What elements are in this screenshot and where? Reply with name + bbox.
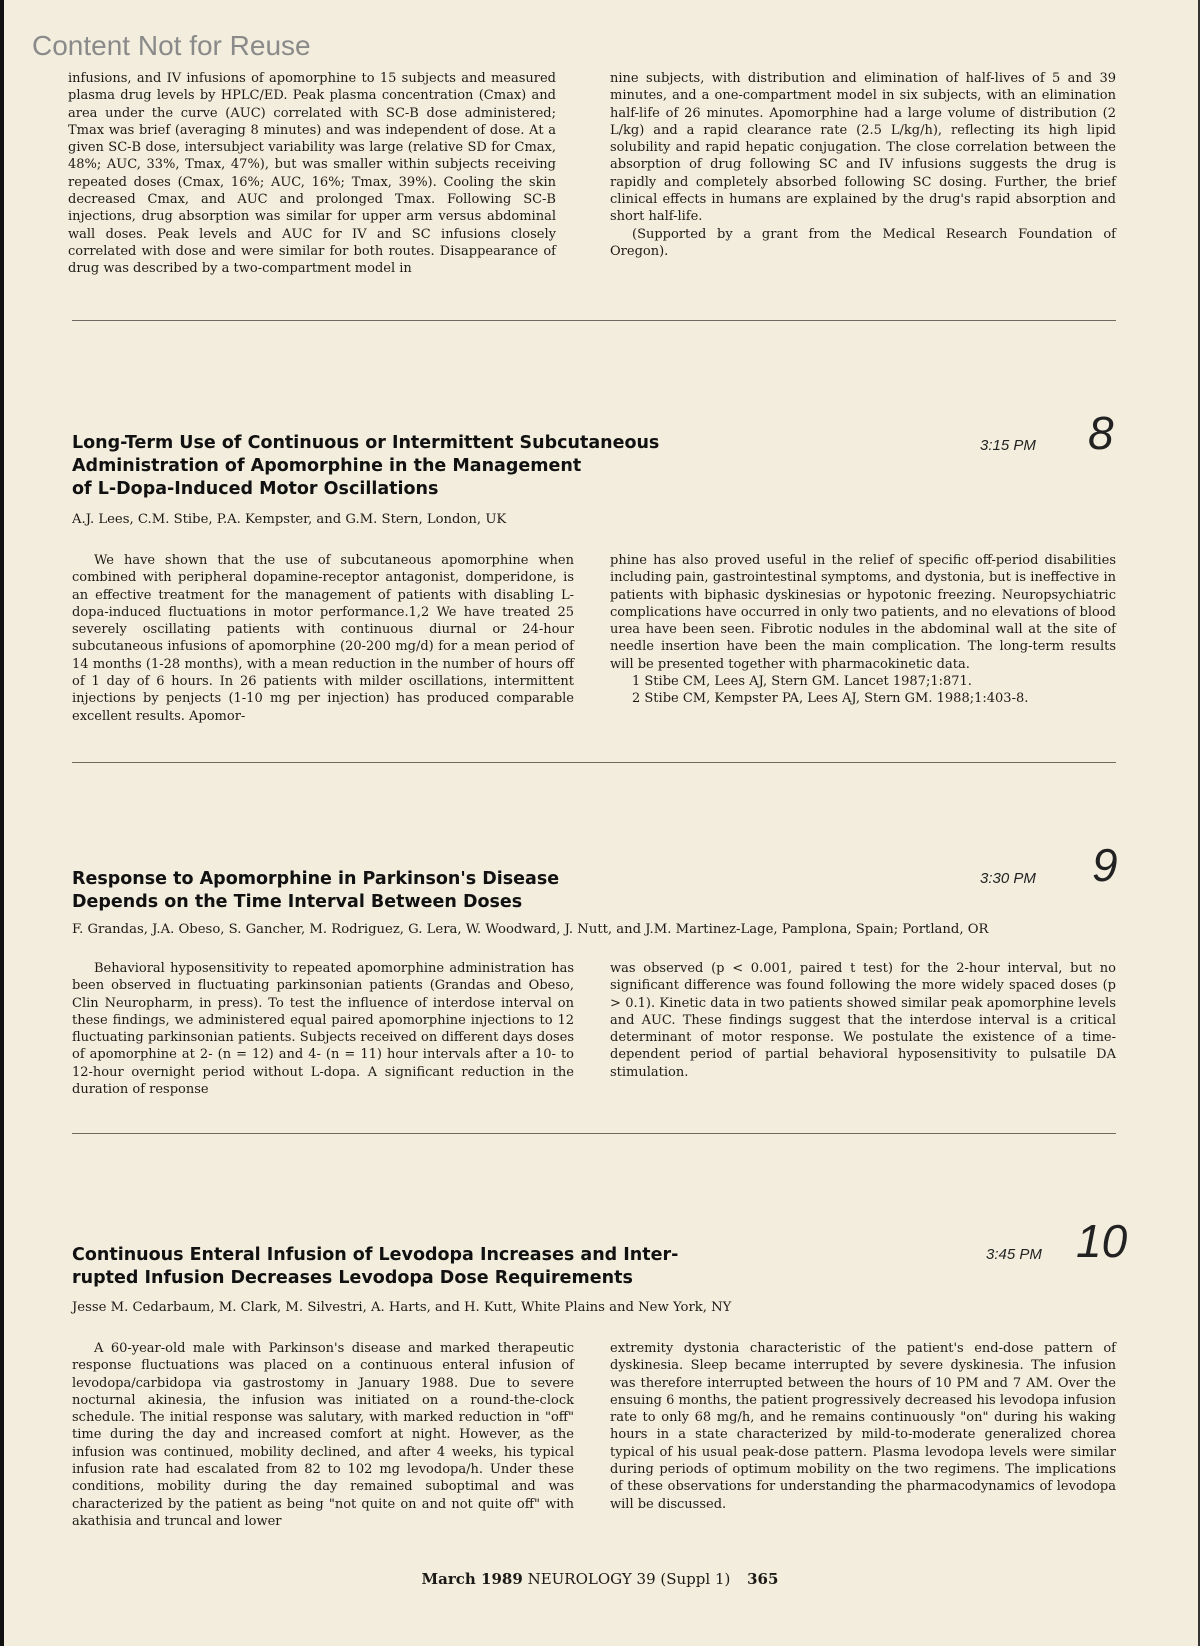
abstract-8-title-line: Long-Term Use of Continuous or Intermittent Subcutaneous (72, 433, 660, 453)
page-footer (0, 1570, 1200, 1588)
scan-edge-left (0, 0, 4, 1646)
abstract-8-title (72, 432, 659, 501)
abstract-9-right-text: was observed (p < 0.001, paired t test) for the 2-hour interval, but no significant difference was found following the more widely spaced doses (p > 0.1). Kinetic data in two patients showed similar peak apomorphine levels and AUC. These findings suggest that the interdose interval is a critical determinant of motor response. We postulate the existence of a time-dependent period of partial behavioral hyposensitivity to pulsatile DA stimulation. (610, 961, 1116, 1080)
abstract-9-number: 9 (1092, 839, 1118, 891)
abstract-8-right-column (610, 552, 1116, 708)
abstract-10-right-text: extremity dystonia characteristic of the patient's end-dose pattern of dyskinesia. Sleep became interrupted by severe dyskinesia. The infusion was therefore interrupted between the hours of 10 PM and 7 AM. Over the ensuing 6 months, the patient progressively decreased his levodopa infusion rate to only 68 mg/h, and he remains continuously "on" during his waking hours in a state characterized by mild-to-moderate generalized chorea typical of his usual peak-dose pattern. Plasma levodopa levels were similar during periods of optimum mobility on the two regimens. The implications of these observations for understanding the pharmacodynamics of levodopa will be discussed. (610, 1341, 1116, 1512)
abstract-10-number: 10 (1076, 1215, 1128, 1267)
abstract-8-left-column (72, 552, 574, 725)
abstract-8-title-line: of L-Dopa-Induced Motor Oscillations (72, 479, 439, 499)
abstract-8-right-text: phine has also proved useful in the relief of specific off-period disabilities including pain, gastrointestinal symptoms, and dystonia, but is ineffective in patients with biphasic dyskinesias or hypotonic freezing. Neuropsychiatric complications have occurred in only two patients, and no elevations of blood urea have been seen. Fibrotic nodules in the abdominal wall at the site of needle insertion have been the main complication. The long-term results will be presented together with pharmacokinetic data. (610, 553, 1116, 672)
top-left-column (68, 70, 556, 278)
abstract-9-left-text: Behavioral hyposensitivity to repeated apomorphine administration has been observed in fluctuating parkinsonian patients (Grandas and Obeso, Clin Neuropharm, in press). To test the influence of interdose interval on these findings, we administered equal paired apomorphine injections to 12 fluctuating parkinsonian patients. Subjects received on different days doses of apomorphine at 2- (n = 12) and 4- (n = 11) hour intervals after a 10- to 12-hour overnight period without L-dopa. A significant reduction in the duration of response (72, 961, 574, 1098)
abstract-10-time: 3:45 PM (986, 1246, 1042, 1263)
footer-journal: NEUROLOGY 39 (Suppl 1) (527, 1570, 731, 1588)
abstract-8-time: 3:15 PM (980, 437, 1036, 454)
abstract-10-right-column (610, 1340, 1116, 1513)
abstract-8-left-text: We have shown that the use of subcutaneous apomorphine when combined with peripheral dopamine-receptor antagonist, domperidone, is an effective treatment for the management of patients with disabling L-dopa-induced fluctuations in motor performance.1,2 We have treated 25 severely oscillating patients with continuous diurnal or 24-hour subcutaneous infusions of apomorphine (20-200 mg/d) for a mean period of 14 months (1-28 months), with a mean reduction in the number of hours off of 1 day of 6 hours. In 26 patients with milder oscillations, intermittent injections by penjects (1-10 mg per injection) has produced comparable excellent results. Apomor- (72, 553, 574, 724)
abstract-8-reference: 1 Stibe CM, Lees AJ, Stern GM. Lancet 1987;1:871. (632, 674, 972, 690)
abstract-9-left-column (72, 960, 574, 1098)
abstract-8-title-line: Administration of Apomorphine in the Management (72, 456, 582, 476)
abstract-8-authors: A.J. Lees, C.M. Stibe, P.A. Kempster, and G.M. Stern, London, UK (72, 512, 507, 527)
divider-3 (72, 1133, 1116, 1134)
abstract-9-right-column (610, 960, 1116, 1081)
abstract-9-title-line: Response to Apomorphine in Parkinson's Disease (72, 869, 560, 889)
abstract-10-title-line: rupted Infusion Decreases Levodopa Dose Requirements (72, 1268, 633, 1288)
abstract-9-authors: F. Grandas, J.A. Obeso, S. Gancher, M. Rodriguez, G. Lera, W. Woodward, J. Nutt, and J.M. Martinez-Lage, Pamplona, Spain; Portland, OR (72, 922, 989, 937)
abstract-10-title-line: Continuous Enteral Infusion of Levodopa Increases and Inter- (72, 1245, 679, 1265)
top-left-text: infusions, and IV infusions of apomorphine to 15 subjects and measured plasma drug levels by HPLC/ED. Peak plasma concentration (Cmax) and area under the curve (AUC) correlated with SC-B dose administered; Tmax was brief (averaging 8 minutes) and was independent of dose. At a given SC-B dose, intersubject variability was large (relative SD for Cmax, 48%; AUC, 33%, Tmax, 47%), but was smaller within subjects receiving repeated doses (Cmax, 16%; AUC, 16%; Tmax, 39%). Cooling the skin decreased Cmax, and AUC and prolonged Tmax. Following SC-B injections, drug absorption was similar for upper arm versus abdominal wall doses. Peak levels and AUC for IV and SC infusions closely correlated with dose and were similar for both routes. Disappearance of drug was described by a two-compartment model in (68, 71, 556, 277)
divider-2 (72, 762, 1116, 763)
watermark: Content Not for Reuse (32, 30, 311, 61)
top-right-text: nine subjects, with distribution and elimination of half-lives of 5 and 39 minutes, and a one-compartment model in six subjects, with an elimination half-life of 26 minutes. Apomorphine had a large volume of distribution (2 L/kg) and a rapid clearance rate (2.5 L/kg/h), reflecting its high lipid solubility and rapid hepatic conjugation. The close correlation between the absorption of drug following SC and IV infusions suggests the drug is rapidly and completely absorbed following SC dosing. Further, the brief clinical effects in humans are explained by the drug's rapid absorption and short half-life. (610, 71, 1116, 225)
divider-1 (72, 320, 1116, 321)
top-right-support: (Supported by a grant from the Medical Research Foundation of Oregon). (610, 226, 1116, 259)
footer-date: March 1989 (421, 1570, 523, 1588)
abstract-8-reference: 2 Stibe CM, Kempster PA, Lees AJ, Stern GM. 1988;1:403-8. (632, 691, 1029, 707)
abstract-9-title (72, 868, 559, 914)
top-right-column (610, 70, 1116, 260)
abstract-10-left-text: A 60-year-old male with Parkinson's disease and marked therapeutic response fluctuations was placed on a continuous enteral infusion of levodopa/carbidopa via gastrostomy in January 1988. Due to severe nocturnal akinesia, the infusion was initiated on a round-the-clock schedule. The initial response was salutary, with marked reduction in "off" time during the day and increased comfort at night. However, as the infusion was continued, mobility declined, and after 4 weeks, his typical infusion rate had escalated from 82 to 102 mg levodopa/h. Under these conditions, mobility during the day remained suboptimal and was characterized by the patient as being "not quite on and not quite off" with akathisia and truncal and lower (72, 1341, 574, 1529)
abstract-10-authors: Jesse M. Cedarbaum, M. Clark, M. Silvestri, A. Harts, and H. Kutt, White Plains and New York, NY (72, 1300, 732, 1315)
footer-page-number: 365 (747, 1570, 779, 1588)
abstract-9-title-line: Depends on the Time Interval Between Doses (72, 892, 523, 912)
abstract-8-number: 8 (1088, 407, 1114, 459)
abstract-10-left-column (72, 1340, 574, 1530)
abstract-9-time: 3:30 PM (980, 870, 1036, 887)
abstract-10-title (72, 1244, 678, 1290)
